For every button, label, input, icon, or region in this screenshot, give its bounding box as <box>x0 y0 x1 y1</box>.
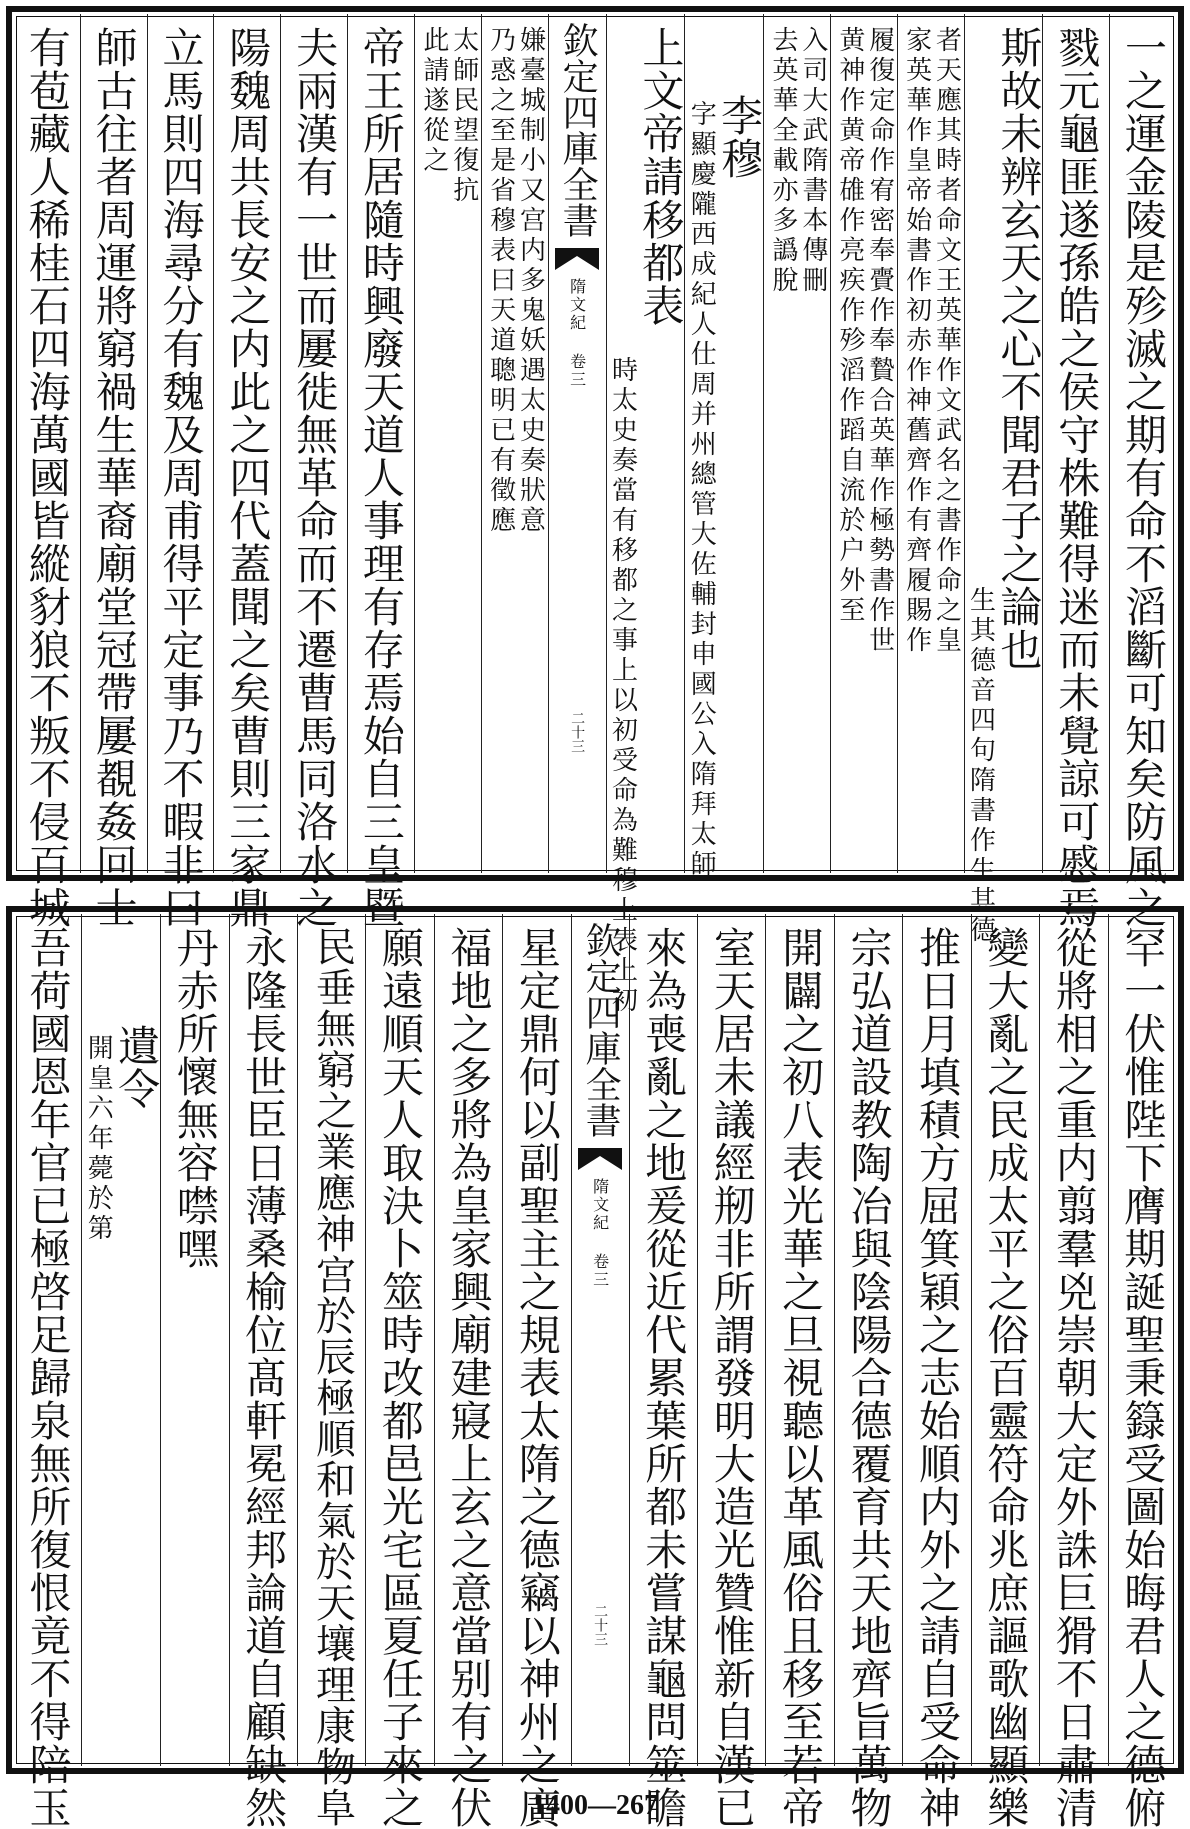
essay-note: 時太史奏當有移都之事上以初受命為難穆上表上初 <box>607 356 638 1016</box>
column-text: 福地之多將為皇家興廟建寢上玄之意當别有之伏 <box>444 926 494 1829</box>
text-column <box>365 914 433 1829</box>
text-column <box>964 14 1044 946</box>
book-title: 欽定四庫全書 <box>580 922 622 1138</box>
heading-column <box>606 14 686 1016</box>
text-column <box>502 914 570 1829</box>
text-column <box>229 914 297 1829</box>
column-text: 願遠順天人取決卜筮時改都邑光宅區夏任子來之 <box>376 926 425 1829</box>
annotation-line: 去英華全載亦多譌脫 <box>768 26 798 296</box>
column-text: 民垂無窮之業應神宫於辰極順和氣於天壤理康物阜 <box>309 926 356 1828</box>
text-column <box>971 914 1039 1829</box>
text-column <box>902 914 970 1829</box>
annotation-line: 嫌臺城制小又宫内多鬼妖遇太史奏狀意 <box>515 26 546 536</box>
heading-column <box>81 914 160 1766</box>
column-text: 罕一伏惟陛下膺期誕聖秉籙受圖始晦君人之德俯 <box>1118 926 1168 1829</box>
column-text: 推日月填積方屈箕穎之志始順内外之請自受命神 <box>912 926 962 1829</box>
column-text: 一之運金陵是殄滅之期有命不滔斷可知矣防風之 <box>1119 26 1169 929</box>
column-text: 斯故未辨玄天之心不聞君子之論也 <box>994 26 1044 671</box>
text-column <box>834 914 902 1829</box>
column-text: 從將相之重内翦羣兇崇朝大定外誅巨猾不日肅清 <box>1049 926 1099 1829</box>
page-center-banner <box>548 14 606 873</box>
text-column <box>80 14 147 929</box>
essay-title: 上文帝請移都表 <box>636 26 686 327</box>
volume-label: 隋文紀 卷三 <box>590 1178 610 1289</box>
annotation-column <box>414 14 481 873</box>
folio-number: 二十三 <box>569 711 586 753</box>
text-column <box>629 914 697 1829</box>
column-text: 丹赤所懷無容噤嘿 <box>170 926 220 1270</box>
column-text: 宗弘道設教陶冶與陰陽合德覆育共天地齊旨萬物 <box>844 926 894 1829</box>
text-column <box>347 14 414 929</box>
fish-tail-icon <box>555 248 599 270</box>
text-column <box>14 914 81 1829</box>
column-text: 夫兩漢有一世而屢徙無革命而不遷曹馬同洛水之 <box>290 26 340 929</box>
column-text: 開闢之初八表光華之旦視聽以革風俗且移至若帝 <box>776 926 826 1829</box>
column-text: 師古往者周運將窮禍生華裔廟堂冠帶屢覩姦回士 <box>89 26 139 929</box>
annotation-note: 生其德音四句隋書作生其德 <box>965 586 996 946</box>
volume-label: 隋文紀 卷三 <box>567 278 587 389</box>
annotation-column <box>481 14 548 873</box>
page-center-banner <box>571 914 629 1766</box>
column-text: 變大亂之民成太平之俗百靈符命兆庶謳歌幽顯樂 <box>981 926 1031 1829</box>
book-title: 欽定四庫全書 <box>557 22 599 238</box>
fish-tail-icon <box>578 1148 622 1170</box>
text-column <box>1042 14 1109 929</box>
annotation-line: 者天應其時者命文王英華作文武名之書作命之皇 <box>931 26 962 656</box>
column-text: 帝王所居隨時興廢天道人事理有存焉始自三皇暨 <box>356 26 406 929</box>
text-column <box>14 14 80 929</box>
column-text: 立馬則四海尋分有魏及周甫得平定事乃不暇非曰 <box>156 26 206 929</box>
text-column <box>434 914 502 1829</box>
author-column <box>684 14 765 880</box>
column-text: 吾荷國恩年官已極啓足歸泉無所復恨竟不得陪玉 <box>23 926 73 1829</box>
column-text: 有苞藏人稀桂石四海萬國皆縱豺狼不叛不侵百城 <box>22 26 72 929</box>
page-number-label: 1400—267 <box>532 1790 658 1821</box>
annotation-line: 家英華作皇帝始書作初赤作神舊齊作有齊履賜作 <box>901 26 932 656</box>
column-text: 來為喪亂之地爰從近代累葉所都未嘗謀龜問筮瞻 <box>639 926 689 1829</box>
text-column <box>147 14 214 929</box>
essay-note: 開皇六年薨於第 <box>83 1034 114 1244</box>
folio-number: 二十三 <box>592 1604 609 1646</box>
text-column <box>697 914 765 1829</box>
text-column <box>280 14 347 929</box>
author-note: 字顯慶隴西成紀人仕周并州總管大佐輔封申國公入隋拜太師 <box>686 100 717 880</box>
column-text: 室天居未議經剏非所謂發明大造光贊惟新自漢已 <box>707 926 757 1829</box>
text-column <box>160 914 228 1766</box>
text-column <box>297 914 365 1828</box>
text-column <box>1039 914 1107 1829</box>
author-name: 李穆 <box>715 94 765 180</box>
text-column <box>765 914 833 1829</box>
column-text: 星定鼎何以副聖主之規表太隋之德竊以神州之廣 <box>512 926 562 1829</box>
annotation-line: 入司大武隋書本傳刪 <box>797 26 828 296</box>
top-page-columns <box>14 14 1176 1016</box>
column-text: 永隆長世臣日薄桑榆位髙軒冕經邦論道自顧缺然 <box>239 926 289 1829</box>
column-text: 戮元龜匪遂孫皓之侯守株難得迷而未覺諒可慼焉 <box>1052 26 1102 929</box>
annotation-line: 太師民望復抗 <box>448 26 479 206</box>
annotation-line: 履復定命作宥密奉賷作奉贄合英華作極勢書作世 <box>864 26 895 656</box>
annotation-line: 此請遂從之 <box>418 26 449 176</box>
annotation-column <box>897 14 964 873</box>
annotation-line: 黄神作黄帝䧺作亮疾作殄滔作蹈自流於户外至 <box>834 26 865 626</box>
text-column <box>1108 914 1176 1829</box>
text-column <box>1109 14 1176 929</box>
annotation-column <box>763 14 830 873</box>
annotation-line: 乃惑之至是省穆表曰天道聰明已有徵應 <box>485 26 516 536</box>
column-text: 陽魏周共長安之内此之四代蓋聞之矣曹則三家鼎 <box>223 26 273 929</box>
essay-title: 遺令 <box>112 1024 162 1110</box>
text-column <box>213 14 280 929</box>
annotation-column <box>830 14 897 873</box>
